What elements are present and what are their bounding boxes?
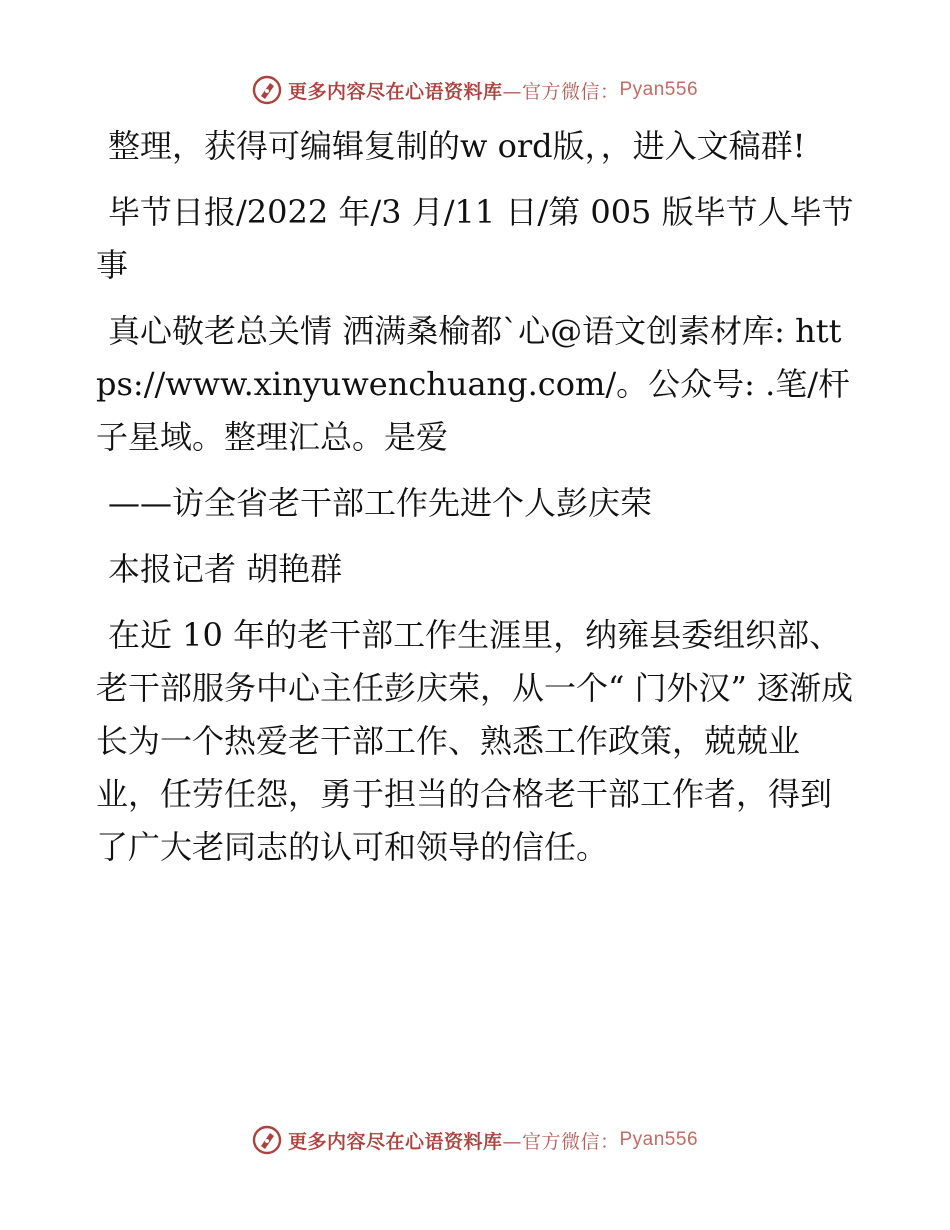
banner-wechat-label: —官方微信： [502, 1130, 620, 1153]
banner-lead-text: 更多内容尽在心语资料库 [287, 80, 503, 103]
banner-lead-text: 更多内容尽在心语资料库 [287, 1130, 503, 1153]
document-body [96, 120, 856, 887]
body-paragraph: 在近 10 年的老干部工作生涯里，纳雍县委组织部、老干部服务中心主任彭庆荣，从一个“ 门外汉” 逐渐成长为一个热爱老干部工作、熟悉工作政策，兢兢业业，任劳任怨，勇于担当的合格老干部工作者，得到了广大老同志的认可和领导的信任。 [96, 616, 854, 866]
source-line: 毕节日报/2022 年/3 月/11 日/第 005 版毕节人毕节事 [96, 193, 854, 284]
footer-banner [0, 1120, 950, 1160]
intro-paragraph: 整理，获得可编辑复制的w ord版，，进入文稿群! [108, 127, 806, 165]
banner-wechat-label: —官方微信： [502, 80, 620, 103]
banner-wechat-id: Pyan556 [619, 79, 699, 100]
pen-logo-icon [252, 75, 282, 105]
pen-logo-icon [252, 1125, 282, 1155]
article-subtitle: ——访全省老干部工作先进个人彭庆荣 [108, 484, 653, 522]
reporter-byline: 本报记者 胡艳群 [108, 550, 343, 588]
article-title: 真心敬老总关情 洒满桑榆都`心@语文创素材库: https://www.xinyuwenchuang.com/。公众号: .笔/杆子星域。整理汇总。是爱 [96, 312, 851, 456]
banner-wechat-id: Pyan556 [619, 1129, 699, 1150]
header-banner [0, 70, 950, 110]
